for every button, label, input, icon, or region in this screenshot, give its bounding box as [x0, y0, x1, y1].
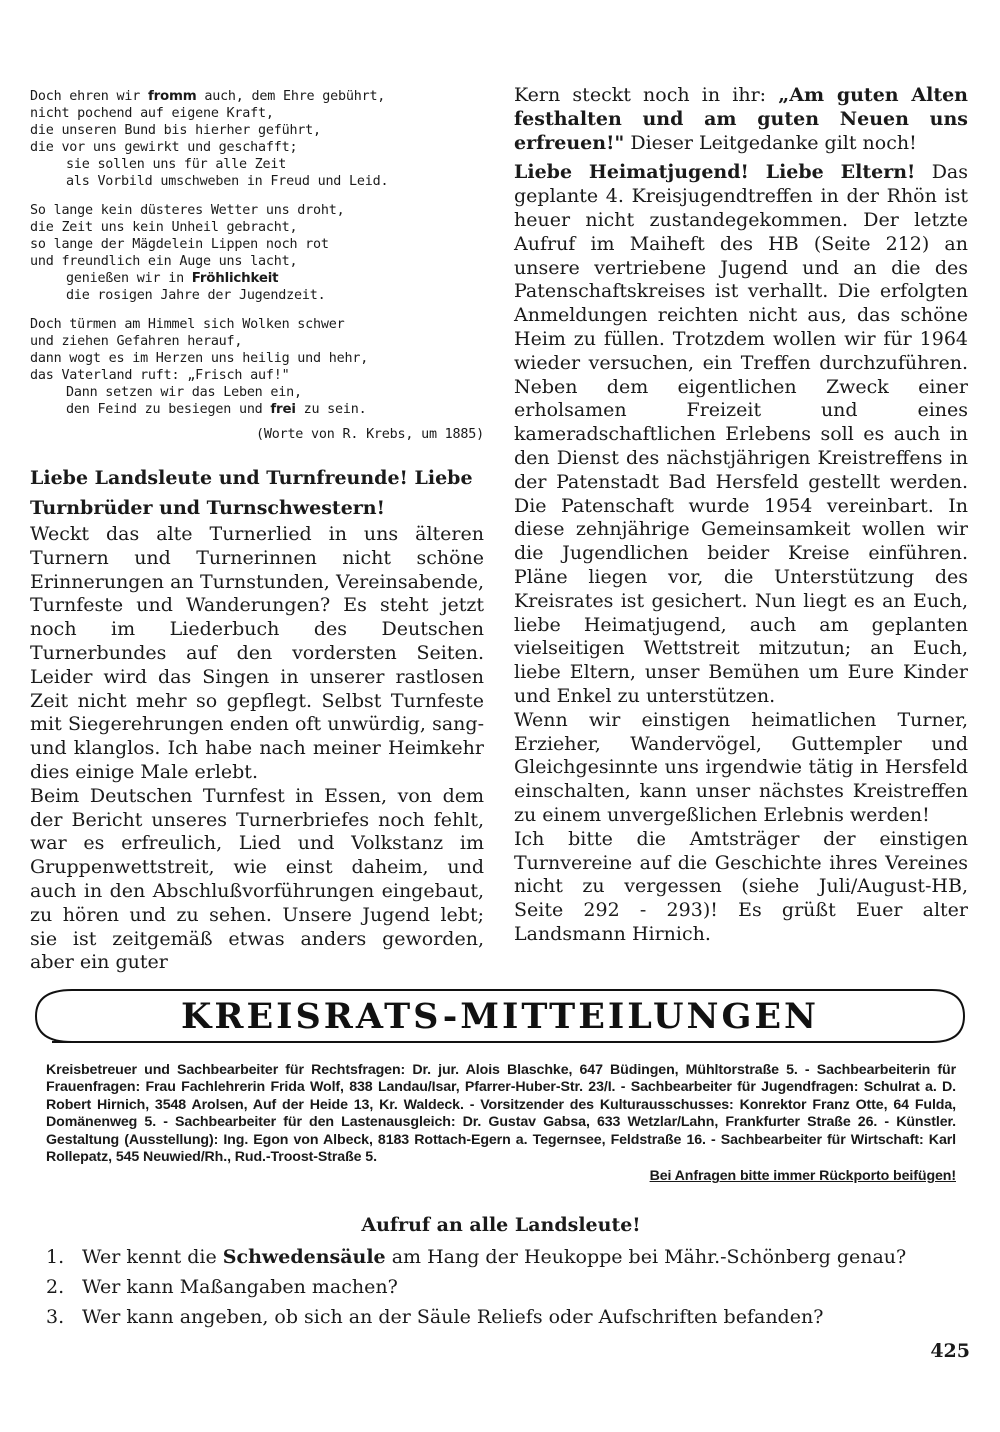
poem-stanza-3: [30, 316, 484, 418]
kreisrat-contacts: Kreisbetreuer und Sachbearbeiter für Rechtsfragen: Dr. jur. Alois Blaschke, 647 Büdingen, Mühltorstraße 5. - Sachbearbeiterin für Frauenfragen: Frau Fachlehrerin Frida Wolf, 838 Landau/Isar, Pfarrer-Huber-Str. 23/I. - Sachbearbeiter für Jugendfragen: Schulrat a. D. Robert Hirnich, 3548 Arolsen, Auf der Heide 13, Kr. Waldeck. - Vorsitzender des Kulturausschusses: Konrektor Franz Otte, 64 Fulda, Domänenweg 5. - Sachbearbeiter für den Lastenausgleich: Dr. Gustav Gabsa, 633 Wetzlar/Lahn, Frankfurter Straße 26. - Künstler. Gestaltung (Ausstellung): Ing. Egon von Albeck, 8183 Rottach-Egern a. Tegernsee, Feldstraße 16. - Sachbearbeiter für Wirtschaft: Karl Rollepatz, 545 Neuwied/Rh., Rud.-Troost-Straße 5.: [46, 1062, 957, 1166]
right-paragraph-3: Wenn wir einstigen heimatlichen Turner, Erzieher, Wandervögel, Guttempler und Gleichgesinnte uns irgendwie tätig in Hersfeld einschalten, kann unser nächstes Kreistreffen zu einem unvergeßlichen Erlebnis werden!: [514, 708, 968, 826]
poem-line: Doch ehren wir fromm auch, dem Ehre gebührt,: [30, 89, 386, 104]
poem-credit: (Worte von R. Krebs, um 1885): [256, 427, 484, 442]
right-paragraph-2: Liebe Heimatjugend! Liebe Eltern! Das geplante 4. Kreisjugendtreffen in der Rhön ist heuer nicht zustandegekommen. Der letzte Aufruf im Maiheft des HB (Seite 212) an unsere vertriebene Jugend und an die des Patenschaftskreises ist verhallt. Die erfolgten Anmeldungen reichten nicht aus, das schöne Heim zu füllen. Trotzdem wollen wir für 1964 wieder versuchen, ein Treffen durchzuführen. Neben dem eigentlichen Zweck einer erholsamen Freizeit und eines kameradschaftlichen Erlebens soll es auch in den Dienst des nächstjährigen Kreistreffens in der Patenstadt Bad Hersfeld gestellt werden. Die Patenschaft wurde 1954 vereinbart. In diese zehnjährige Gemeinsamkeit wollen wir die Jugendlichen beider Kreise einführen. Pläne liegen vor, die Unterstützung des Kreisrates ist gesichert. Nun liegt es an Euch, liebe Heimatjugend, auch am geplanten vielseitigen Wettstreit mitzutun; an Euch, liebe Eltern, unser Bemühen um Eure Kinder und Enkel zu unterstützen.: [514, 161, 968, 707]
aufruf-list: [46, 1242, 956, 1332]
poem-stanza-1: [30, 88, 484, 190]
left-paragraph-2: Beim Deutschen Turnfest in Essen, von dem der Bericht unseres Turnerbriefes noch fehlt, war es erfreulich, Lied und Volkstanz im Gruppenwettstreit, wie einst daheim, und auch in den Abschlußvorführungen eingebaut, zu hören und zu sehen. Unsere Jugend lebt; sie ist zeitgemäß etwas anders geworden, aber ein guter: [30, 784, 484, 974]
poem-line: die unseren Bund bis hierher geführt,: [30, 123, 321, 138]
poem-line: nicht pochend auf eigene Kraft,: [30, 106, 274, 121]
aufruf-section: [46, 1214, 956, 1332]
right-paragraph-4: Ich bitte die Amtsträger der einstigen Turnvereine auf die Geschichte ihres Vereines nicht zu vergessen (siehe Juli/August-HB, Seite 292 - 293)! Es grüßt Euer alter Landsmann Hirnich.: [514, 827, 968, 945]
list-item: 1. Wer kennt die Schwedensäule am Hang der Heukoppe bei Mähr.-Schönberg genau?: [46, 1246, 907, 1268]
poem-line: das Vaterland ruft: „Frisch auf!": [30, 368, 290, 383]
poem-line: sie sollen uns für alle Zeit: [66, 157, 287, 172]
poem-line: die vor uns gewirkt und geschafft;: [30, 140, 298, 155]
greeting-heading: Liebe Heimatjugend! Liebe Eltern!: [514, 161, 916, 184]
poem-line: genießen wir in Fröhlichkeit: [66, 271, 279, 286]
banner-title: KREISRATS-MITTEILUNGEN: [180, 996, 820, 1037]
poem-line: So lange kein düsteres Wetter uns droht,: [30, 203, 345, 218]
list-item: 3. Wer kann angeben, ob sich an der Säule Reliefs oder Aufschriften befanden?: [46, 1306, 824, 1328]
poem-line: Dann setzen wir das Leben ein,: [66, 385, 302, 400]
poem-line: dann wogt es im Herzen uns heilig und hehr,: [30, 351, 369, 366]
poem-line: den Feind zu besiegen und frei zu sein.: [66, 402, 367, 417]
poem-line: so lange der Mägdelein Lippen noch rot: [30, 237, 329, 252]
right-column: [514, 84, 968, 947]
right-paragraph-1: Kern steckt noch in ihr: „Am guten Alten festhalten und am guten Neuen uns erfreuen!" Dieser Leitgedanke gilt noch!: [514, 84, 969, 154]
kreisrat-banner: [32, 986, 968, 1046]
kreisrat-info: [46, 1062, 956, 1186]
poem-line: die rosigen Jahre der Jugendzeit.: [66, 288, 326, 303]
left-headline: Liebe Landsleute und Turnfreunde! Liebe Turnbrüder und Turnschwestern!: [30, 467, 473, 519]
poem-line: und freundlich ein Auge uns lacht,: [30, 254, 298, 269]
left-article-body: [30, 523, 484, 975]
list-item: 2. Wer kann Maßangaben machen?: [46, 1276, 398, 1298]
aufruf-title: Aufruf an alle Landsleute!: [361, 1214, 641, 1236]
page-number: 425: [930, 1340, 970, 1362]
poem-line: als Vorbild umschweben in Freud und Leid.: [66, 174, 389, 189]
left-column: [30, 88, 484, 975]
poem: [30, 88, 484, 443]
kreisrat-footer-note: Bei Anfragen bitte immer Rückporto beifügen!: [649, 1168, 956, 1185]
poem-stanza-2: [30, 202, 484, 304]
poem-line: Doch türmen am Himmel sich Wolken schwer: [30, 317, 345, 332]
poem-line: die Zeit uns kein Unheil gebracht,: [30, 220, 298, 235]
poem-line: und ziehen Gefahren herauf,: [30, 334, 243, 349]
left-paragraph-1: Weckt das alte Turnerlied in uns älteren Turnern und Turnerinnen nicht schöne Erinnerungen an Turnstunden, Vereinsabende, Turnfeste und Wanderungen? Es steht jetzt noch im Liederbuch des Deutschen Turnerbundes auf den vordersten Seiten. Leider wird das Singen in unserer rastlosen Zeit nicht mehr so gepflegt. Selbst Turnfeste mit Siegerehrungen enden oft unwürdig, sang- und klanglos. Ich habe nach meiner Heimkehr dies einige Male erlebt.: [30, 523, 484, 783]
